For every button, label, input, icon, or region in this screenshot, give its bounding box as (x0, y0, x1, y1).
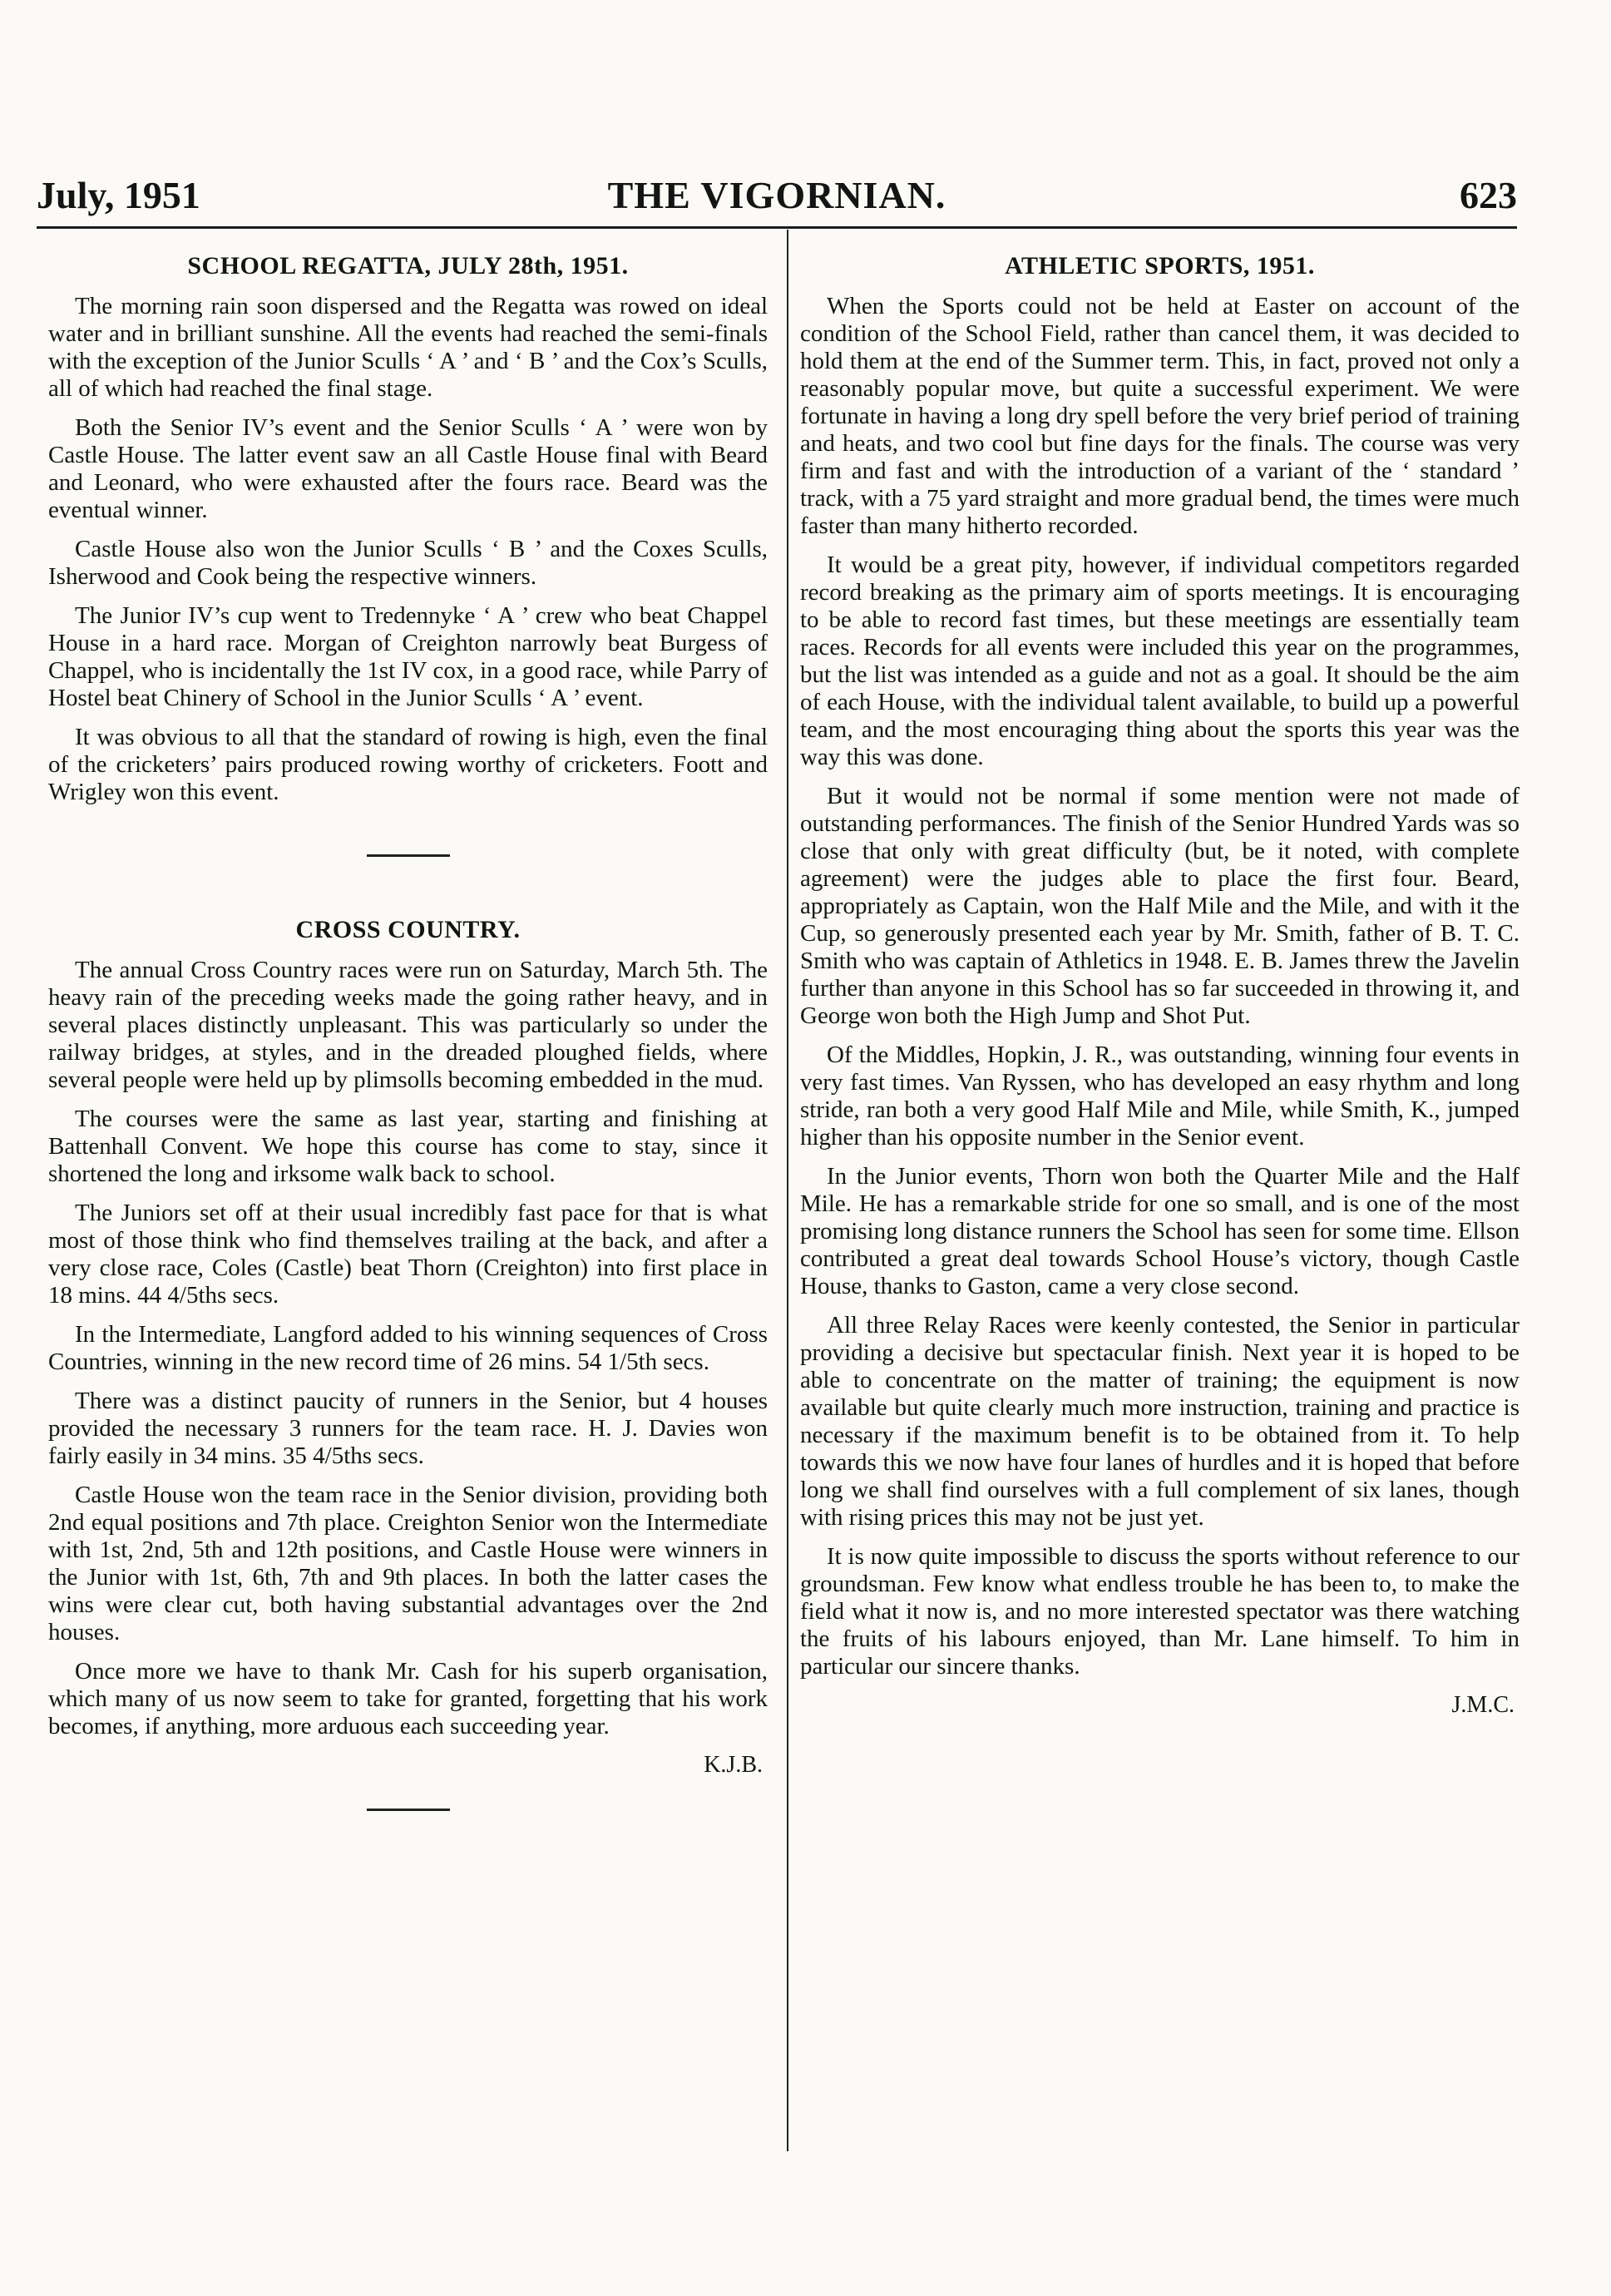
cross-country-heading: CROSS COUNTRY. (295, 916, 521, 943)
article-paragraph: There was a distinct paucity of runners in the Senior, but 4 houses provided the necessary 3 runners for the team race. H. J. Davies won fairly easily in 34 mins. 35 4/5ths secs. (48, 1388, 768, 1469)
athletics-article (800, 250, 1520, 1719)
article-paragraph: But it would not be normal if some mention were not made of outstanding performances. The finish of the Senior Hundred Yards was so close that only with great difficulty (but, be it noted, with complete agreement) were the judges able to place the first four. Beard, appropriately as Captain, won the Half Mile and the Mile, and with it the Cup, so generously presented each year by Mr. Smith, father of B. T. C. Smith who was captain of Athletics in 1948. E. B. James threw the Javelin further than anyone in this School has so far succeeded in throwing it, and George won both the High Jump and Shot Put. (800, 783, 1520, 1029)
section-separator (367, 854, 450, 857)
article-paragraph: The Juniors set off at their usual incredibly fast pace for that is what most of those think who find themselves trailing at the back, and after a very close race, Coles (Castle) beat Thorn (Creighton) into first place in 18 mins. 44 4/5ths secs. (48, 1200, 768, 1309)
article-paragraph: When the Sports could not be held at Easter on account of the condition of the School Field, rather than cancel them, it was decided to hold them at the end of the Summer term. This, in fact, proved not only a reasonably popular move, but quite a successful experiment. We were fortunate in having a long dry spell before the very brief period of training and heats, and two cool but fine days for the finals. The course was very firm and fast and with the introduction of a variant of the ‘ standard ’ track, with a 75 yard straight and more gradual bend, the times were much faster than many hitherto recorded. (800, 293, 1520, 539)
cross-country-article (48, 913, 768, 1779)
article-paragraph: Once more we have to thank Mr. Cash for his superb organisation, which many of us now seem to take for granted, forgetting that his work becomes, if anything, more arduous each succeeding year. (48, 1658, 768, 1739)
article-paragraph: The Junior IV’s cup went to Tredennyke ‘ A ’ crew who beat Chappel House in a hard race. Morgan of Creighton narrowly beat Burgess of Chappel, who is incidentally the 1st IV cox, in a good race, while Parry of Hostel beat Chinery of School in the Junior Sculls ‘ A ’ event. (48, 602, 768, 711)
regatta-article (48, 250, 768, 806)
article-paragraph: The annual Cross Country races were run on Saturday, March 5th. The heavy rain of the preceding weeks made the going rather heavy, and in several places distinctly unpleasant. This was particularly so under the railway bridges, at styles, and in the dreaded ploughed fields, where several people were held up by plimsolls becoming embedded in the mud. (48, 957, 768, 1093)
issue-date: July, 1951 (37, 174, 200, 216)
running-header (37, 173, 1517, 229)
author-signature: K.J.B. (704, 1752, 763, 1778)
article-paragraph: It would be a great pity, however, if individual competitors regarded record breaking as the primary aim of sports meetings. It is encouraging to be able to record fast times, but these meetings are essentially team races. Records for all events were included this year on the programmes, but the list was intended as a guide and not as a goal. It should be the aim of each House, with the individual talent available, to build up a powerful team, and the most encouraging thing about the sports this year was the way this was done. (800, 552, 1520, 770)
article-paragraph: In the Intermediate, Langford added to his winning sequences of Cross Countries, winning in the new record time of 26 mins. 54 1/5th secs. (48, 1321, 768, 1375)
article-paragraph: It was obvious to all that the standard of rowing is high, even the final of the cricketers’ pairs produced rowing worthy of cricketers. Foott and Wrigley won this event. (48, 724, 768, 805)
article-paragraph: In the Junior events, Thorn won both the Quarter Mile and the Half Mile. He has a remarkable stride for one so small, and is one of the most promising long distance runners the School has seen for some time. Ellson contributed a great deal towards School House’s victory, though Castle House, thanks to Gaston, came a very close second. (800, 1163, 1520, 1299)
article-paragraph: It is now quite impossible to discuss the sports without reference to our groundsman. Few know what endless trouble he has been to, to make the field what it now is, and no more interested spectator was there watching the fruits of his labours enjoyed, than Mr. Lane himself. To him in particular our sincere thanks. (800, 1543, 1520, 1680)
article-paragraph: The courses were the same as last year, starting and finishing at Battenhall Convent. We hope this course has come to stay, since it shortened the long and irksome walk back to school. (48, 1106, 768, 1187)
athletics-heading: ATHLETIC SPORTS, 1951. (1005, 252, 1315, 280)
article-paragraph: Both the Senior IV’s event and the Senior Sculls ‘ A ’ were won by Castle House. The latter event saw an all Castle House final with Beard and Leonard, who were exhausted after the fours race. Beard was the eventual winner. (48, 414, 768, 523)
column-divider (787, 230, 788, 2151)
article-paragraph: Of the Middles, Hopkin, J. R., was outstanding, winning four events in very fast times. Van Ryssen, who has developed an easy rhythm and long stride, ran both a very good Half Mile and Mile, while Smith, K., jumped higher than his opposite number in the Senior event. (800, 1042, 1520, 1150)
page-number: 623 (1460, 174, 1517, 216)
left-column (48, 250, 768, 1811)
right-column (800, 250, 1520, 1719)
regatta-heading: SCHOOL REGATTA, JULY 28th, 1951. (187, 252, 629, 280)
magazine-title: THE VIGORNIAN. (607, 174, 946, 216)
article-paragraph: All three Relay Races were keenly contested, the Senior in particular providing a decisive but spectacular finish. Next year it is hoped to be able to concentrate on the matter of training; the equipment is now available but quite clearly much more instruction, training and practice is necessary if the maximum benefit is to be obtained from it. To help towards this we now have four lanes of hurdles and it is hoped that before long we shall find ourselves with a full complement of six lanes, though with rising prices this may not be just yet. (800, 1312, 1520, 1531)
section-separator (367, 1809, 450, 1811)
article-paragraph: Castle House won the team race in the Senior division, providing both 2nd equal positions and 7th place. Creighton Senior won the Intermediate with 1st, 2nd, 5th and 12th positions, and Castle House were winners in the Junior with 1st, 6th, 7th and 9th places. In both the latter cases the wins were clear cut, both having substantial advantages over the 2nd houses. (48, 1482, 768, 1645)
article-paragraph: The morning rain soon dispersed and the Regatta was rowed on ideal water and in brilliant sunshine. All the events had reached the semi-finals with the exception of the Junior Sculls ‘ A ’ and ‘ B ’ and the Cox’s Sculls, all of which had reached the final stage. (48, 293, 768, 402)
author-signature: J.M.C. (1451, 1692, 1515, 1718)
article-paragraph: Castle House also won the Junior Sculls ‘ B ’ and the Coxes Sculls, Isherwood and Cook being the respective winners. (48, 536, 768, 590)
